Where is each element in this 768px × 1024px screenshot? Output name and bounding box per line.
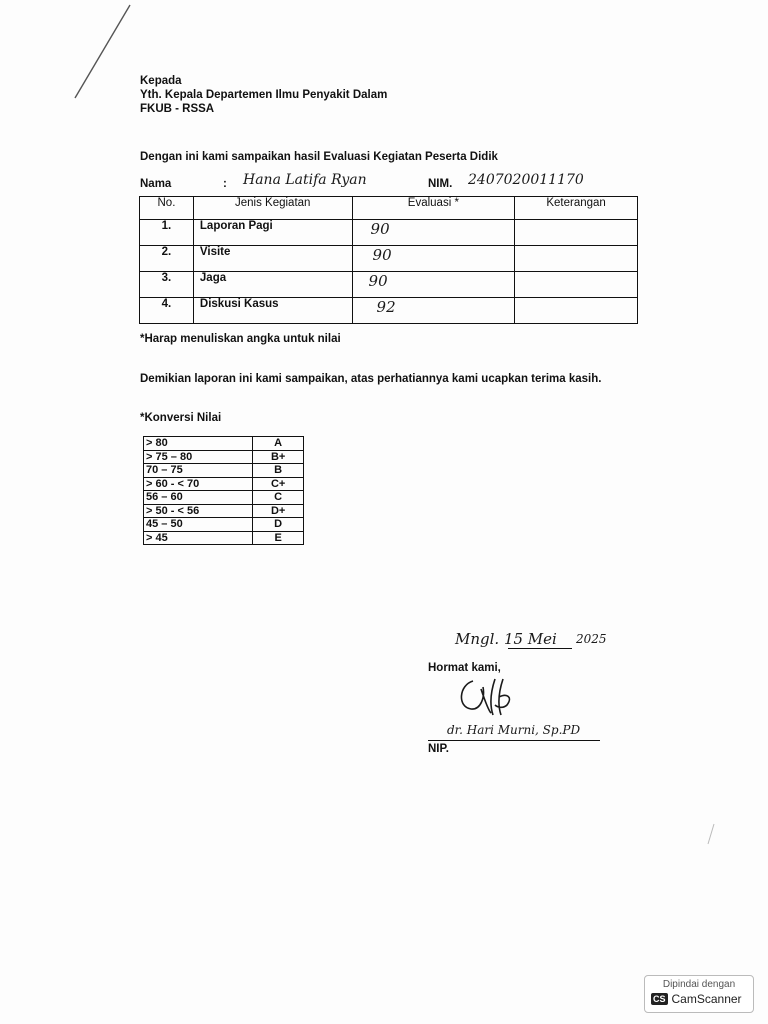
row-score: 90 <box>352 246 515 272</box>
conversion-range: 56 – 60 <box>144 491 253 505</box>
closing-text: Demikian laporan ini kami sampaikan, atas perhatiannya kami ucapkan terima kasih. <box>140 373 602 385</box>
row-note <box>515 272 638 298</box>
row-activity: Jaga <box>193 272 352 298</box>
conversion-row <box>144 531 304 545</box>
conversion-row <box>144 450 304 464</box>
row-note <box>515 246 638 272</box>
table-row <box>140 272 638 298</box>
year-handwritten: 2025 <box>576 632 607 646</box>
conversion-grade: B <box>253 464 304 478</box>
conversion-grade: B+ <box>253 450 304 464</box>
conversion-row <box>144 491 304 505</box>
evaluation-table <box>139 196 638 324</box>
watermark-brand: CamScanner <box>671 992 742 1006</box>
name-value-handwritten: Hana Latifa Ryan <box>243 172 367 188</box>
conversion-grade: C <box>253 491 304 505</box>
header-no: No. <box>140 197 194 220</box>
conversion-grade: D <box>253 518 304 532</box>
conversion-grade: D+ <box>253 504 304 518</box>
name-colon: : <box>223 178 227 190</box>
table-note: *Harap menuliskan angka untuk nilai <box>140 333 341 345</box>
conversion-grade: E <box>253 531 304 545</box>
row-score: 90 <box>352 272 515 298</box>
conversion-row <box>144 464 304 478</box>
table-row <box>140 298 638 324</box>
row-activity: Diskusi Kasus <box>193 298 352 324</box>
conversion-range: > 80 <box>144 437 253 451</box>
row-no: 2. <box>140 246 194 272</box>
conversion-range: > 60 - < 70 <box>144 477 253 491</box>
name-label: Nama <box>140 178 172 190</box>
row-no: 3. <box>140 272 194 298</box>
conversion-grade: A <box>253 437 304 451</box>
watermark-caption: Dipindai dengan <box>662 979 736 990</box>
row-note <box>515 220 638 246</box>
signer-name-handwritten: dr. Hari Murni, Sp.PD <box>447 723 581 737</box>
signer-underline <box>428 740 600 741</box>
conversion-row <box>144 437 304 451</box>
header-note: Keterangan <box>515 197 638 220</box>
date-underline <box>508 648 572 649</box>
conversion-range: 70 – 75 <box>144 464 253 478</box>
conversion-title: *Konversi Nilai <box>140 412 222 424</box>
place-date-handwritten: Mngl. 15 Mei <box>455 630 557 648</box>
table-row <box>140 246 638 272</box>
recipient-line-1: Kepada <box>140 75 182 87</box>
nim-value-handwritten: 2407020011170 <box>468 172 584 188</box>
row-no: 4. <box>140 298 194 324</box>
row-activity: Laporan Pagi <box>193 220 352 246</box>
recipient-block <box>140 74 387 116</box>
row-no: 1. <box>140 220 194 246</box>
conversion-row <box>144 477 304 491</box>
conversion-range: > 75 – 80 <box>144 450 253 464</box>
camscanner-logo-icon: CS <box>653 994 666 1004</box>
hormat-text: Hormat kami, <box>428 662 501 674</box>
nim-label: NIM. <box>428 178 453 190</box>
conversion-table <box>143 436 304 545</box>
recipient-line-3: FKUB - RSSA <box>140 103 215 115</box>
camscanner-watermark <box>644 975 754 1013</box>
conversion-row <box>144 518 304 532</box>
header-score: Evaluasi * <box>352 197 515 220</box>
conversion-row <box>144 504 304 518</box>
table-header-row <box>140 197 638 220</box>
conversion-range: > 50 - < 56 <box>144 504 253 518</box>
header-activity: Jenis Kegiatan <box>193 197 352 220</box>
row-note <box>515 298 638 324</box>
scan-speck-mark <box>700 820 720 850</box>
intro-text: Dengan ini kami sampaikan hasil Evaluasi Kegiatan Peserta Didik <box>140 151 498 163</box>
handwritten-signature <box>455 675 525 720</box>
recipient-line-2: Yth. Kepala Departemen Ilmu Penyakit Dalam <box>140 89 388 101</box>
conversion-range: > 45 <box>144 531 253 545</box>
row-activity: Visite <box>193 246 352 272</box>
page-fold-mark <box>30 0 140 110</box>
nip-label: NIP. <box>428 743 449 755</box>
table-row <box>140 220 638 246</box>
row-score: 92 <box>352 298 515 324</box>
conversion-range: 45 – 50 <box>144 518 253 532</box>
conversion-grade: C+ <box>253 477 304 491</box>
row-score: 90 <box>352 220 515 246</box>
